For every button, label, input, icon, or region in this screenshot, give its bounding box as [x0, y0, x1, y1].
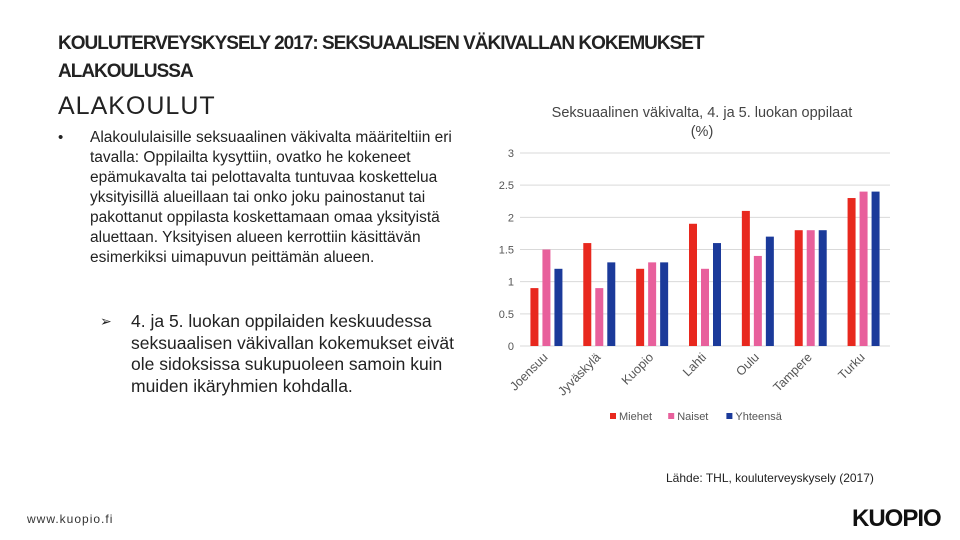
bar-naiset-turku: [860, 192, 868, 346]
bar-miehet-turku: [848, 198, 856, 346]
bar-miehet-jyväskylä: [583, 243, 591, 346]
bullet-item: [58, 128, 458, 268]
y-tick-label: 1.5: [498, 244, 514, 257]
bar-yhteensä-turku: [872, 192, 880, 346]
y-tick-label: 0.5: [498, 308, 514, 321]
footer-url: www.kuopio.fi: [27, 512, 114, 526]
bar-naiset-kuopio: [648, 262, 656, 346]
slide-title: KOULUTERVEYSKYSELY 2017: SEKSUAALISEN VÄKIVALLAN KOKEMUKSET ALAKOULUSSA: [58, 33, 704, 82]
x-tick-label: Tampere: [770, 350, 815, 395]
bar-yhteensä-jyväskylä: [607, 262, 615, 346]
bar-naiset-jyväskylä: [595, 288, 603, 346]
legend-swatch: [726, 413, 732, 419]
x-tick-label: Lahti: [680, 350, 710, 380]
y-tick-label: 1: [507, 276, 514, 289]
x-tick-label: Kuopio: [618, 350, 657, 388]
bar-yhteensä-lahti: [713, 243, 721, 346]
legend-swatch: [610, 413, 616, 419]
legend-label: Yhteensä: [735, 411, 782, 423]
x-tick-label: Joensuu: [507, 350, 551, 394]
bar-miehet-tampere: [795, 230, 803, 346]
bullet-text: Alakoululaisille seksuaalinen väkivalta määriteltiin eri tavalla: Oppilailta kysyttiin, ovatko he kokeneet epämukavalta tai pelottavalta tuntuvaa koskettelua yksityisillä alueillaan tai onko joku painostanut tai pakottanut oppilasta koskettamaan omaa yksityistä aluettaan. Yksityisen alueen kerrottiin käsittävän esimerkiksi uimapuvun peittämän alueen.: [90, 129, 452, 266]
x-tick-label: Jyväskylä: [555, 350, 604, 399]
sub-bullet-text: 4. ja 5. luokan oppilaiden keskuudessa seksuaalisen väkivallan kokemukset eivät ole sidoksissa sukupuoleen samoin kuin muiden ikäryhmien kohdalla.: [131, 311, 454, 396]
chart-title: Seksuaalinen väkivalta, 4. ja 5. luokan oppilaat (%): [551, 105, 853, 140]
x-tick-label: Oulu: [733, 350, 762, 379]
bar-yhteensä-kuopio: [660, 262, 668, 346]
source-note: Lähde: THL, kouluterveyskysely (2017): [666, 471, 874, 485]
bar-naiset-joensuu: [542, 250, 550, 347]
bar-miehet-joensuu: [530, 288, 538, 346]
sub-bullet-item: [100, 311, 470, 397]
bar-naiset-oulu: [754, 256, 762, 346]
bar-yhteensä-joensuu: [554, 269, 562, 346]
legend-label: Miehet: [619, 411, 653, 423]
bar-naiset-lahti: [701, 269, 709, 346]
y-tick-label: 2.5: [498, 180, 514, 193]
bar-chart: [470, 95, 930, 440]
y-tick-label: 0: [507, 341, 514, 353]
y-tick-label: 2: [507, 212, 514, 225]
bar-naiset-tampere: [807, 230, 815, 346]
arrow-bullet-icon: ➢: [100, 313, 112, 329]
bar-miehet-kuopio: [636, 269, 644, 346]
kuopio-logo: KUOPIO: [852, 505, 941, 532]
section-heading: ALAKOULUT: [58, 92, 216, 120]
bar-miehet-oulu: [742, 211, 750, 346]
bar-yhteensä-oulu: [766, 237, 774, 346]
legend-label: Naiset: [677, 411, 709, 423]
y-tick-label: 3: [507, 148, 514, 160]
bullet-dot-icon: •: [58, 129, 64, 146]
x-tick-label: Turku: [835, 350, 868, 383]
bar-yhteensä-tampere: [819, 230, 827, 346]
bar-miehet-lahti: [689, 224, 697, 346]
legend-swatch: [668, 413, 674, 419]
